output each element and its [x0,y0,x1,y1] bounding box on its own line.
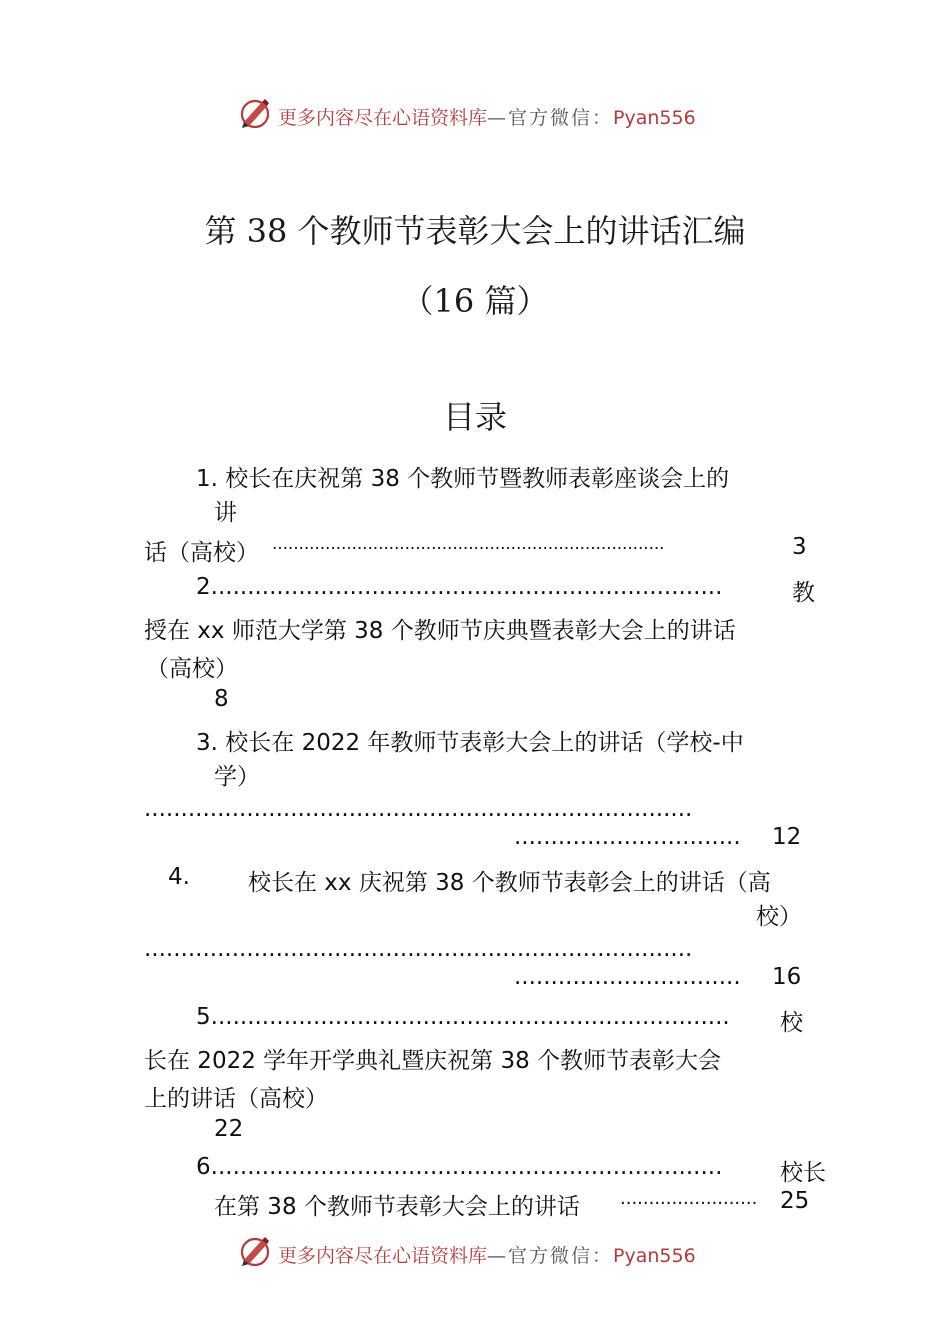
watermark-wechat: Pyan556 [613,1245,696,1267]
toc-entry-6-page: 25 [780,1188,810,1214]
toc-entry-3-leader-1: ........................................................................... [144,796,693,822]
toc-entry-5-line-2: 长在 2022 学年开学典礼暨庆祝第 38 个教师节表彰大会 [144,1048,722,1074]
document-title: 第 38 个教师节表彰大会上的讲话汇编 [204,212,746,250]
toc-entry-3-page: 12 [772,824,802,850]
toc-entry-1-line-3: 话（高校） [144,540,259,566]
toc-entry-4-line-1: 校长在 xx 庆祝第 38 个教师节表彰会上的讲话（高 [248,870,771,896]
pen-logo-icon [238,96,272,130]
watermark-site: 更多内容尽在心语资料库 [278,1245,488,1267]
watermark-label: 官方微信： [508,1245,614,1267]
watermark-site: 更多内容尽在心语资料库 [278,107,488,129]
toc-entry-3-line-1: 3. 校长在 2022 年教师节表彰大会上的讲话（学校-中 [196,730,744,756]
toc-entry-5-page: 22 [214,1116,244,1142]
toc-entry-2-line-1: 2...................................................................... [196,574,723,600]
toc-entry-2-page: 8 [214,686,229,712]
watermark-text [278,1241,696,1268]
toc-entry-6-line-2: 在第 38 个教师节表彰大会上的讲话 [214,1194,580,1220]
toc-entry-3-leader-2: ............................... [514,824,741,850]
toc-entry-5-line-1-end: 校 [780,1010,803,1036]
toc-entry-4-line-2: 校） [756,904,802,930]
toc-entry-6-leader: ........................ [620,1188,758,1209]
toc-entry-2-line-1-end: 教 [792,580,815,606]
toc-entry-4-number: 4. [168,864,190,890]
watermark-separator: — [487,1245,509,1267]
toc-entry-1-line-1: 1. 校长在庆祝第 38 个教师节暨教师表彰座谈会上的 [196,466,730,492]
pen-logo-icon [238,1234,272,1268]
toc-heading: 目录 [442,398,507,436]
watermark-text [278,103,696,130]
toc-entry-6-line-1: 6...................................................................... [196,1154,723,1180]
watermark-wechat: Pyan556 [613,107,696,129]
toc-entry-1-leader: .......................................................................... [272,534,665,554]
toc-entry-1-line-2: 讲 [214,500,237,526]
toc-entry-1-page: 3 [792,534,807,560]
header-watermark [0,96,950,136]
document-subtitle: （16 篇） [401,282,549,320]
toc-entry-3-line-2: 学） [214,764,260,790]
toc-entry-5-line-1: 5....................................................................... [196,1004,730,1030]
toc-entry-5-line-3: 上的讲话（高校） [144,1086,328,1112]
toc-entry-2-line-2: 授在 xx 师范大学第 38 个教师节庆典暨表彰大会上的讲话 [144,618,736,644]
toc-entry-6-line-1-end: 校长 [780,1160,826,1186]
toc-entry-4-leader-1: ........................................................................... [144,936,693,962]
watermark-separator: — [487,107,509,129]
toc-entry-4-page: 16 [772,964,802,990]
footer-watermark [0,1234,950,1274]
watermark-label: 官方微信： [508,107,614,129]
toc-entry-2-line-3: （高校） [146,656,238,682]
toc-entry-4-leader-2: ............................... [514,964,741,990]
